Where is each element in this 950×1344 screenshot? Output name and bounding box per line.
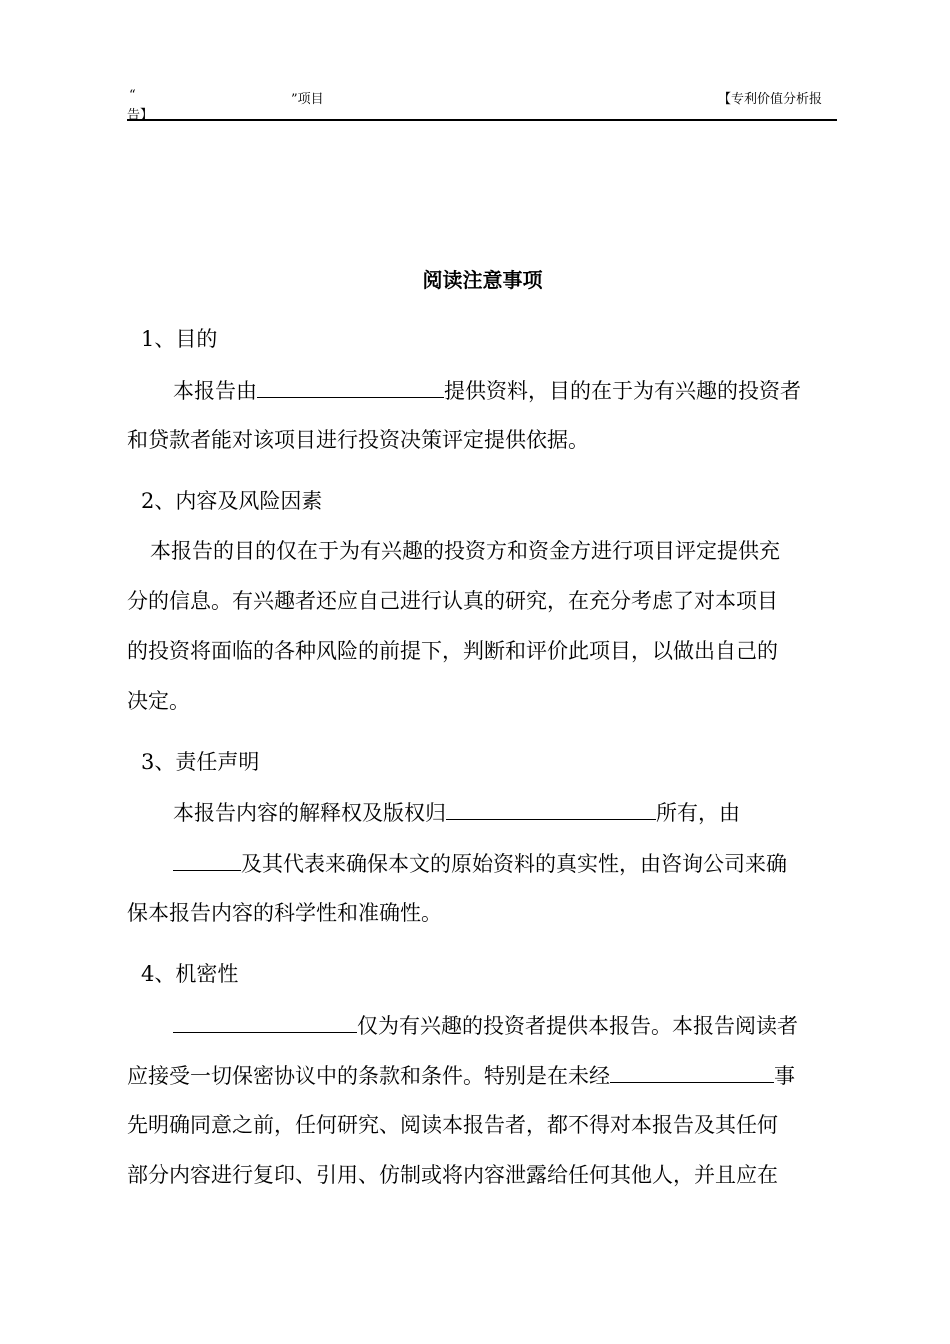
header-open-quote: “ xyxy=(129,88,136,103)
section-3-text-a: 本报告内容的解释权及版权归 xyxy=(173,801,446,825)
section-3-heading: 3、责任声明 xyxy=(141,750,260,774)
section-4-text-c: 事 xyxy=(774,1064,795,1088)
section-1-heading: 1、目的 xyxy=(141,327,218,351)
section-3-text-b: 所有，由 xyxy=(656,801,740,825)
section-2-line-1: 本报告的目的仅在于为有兴趣的投资方和资金方进行项目评定提供充 xyxy=(150,539,780,563)
section-2-line-3: 的投资将面临的各种风险的前提下，判断和评价此项目，以做出自己的 xyxy=(127,639,778,663)
section-4-line-1 xyxy=(173,1010,798,1041)
confidential-party-blank xyxy=(173,1010,357,1033)
section-4-line-2 xyxy=(127,1060,795,1091)
header-report-label: 【专利价值分析报 xyxy=(718,92,823,107)
header-report-label-wrap: 告】 xyxy=(127,108,154,123)
section-4-line-3: 先明确同意之前，任何研究、阅读本报告者，都不得对本报告及其任何 xyxy=(127,1113,778,1137)
section-2-line-4: 决定。 xyxy=(127,689,190,713)
section-1-line-1 xyxy=(173,375,801,406)
section-1-text-b: 提供资料，目的在于为有兴趣的投资者 xyxy=(444,379,801,403)
section-1-text-a: 本报告由 xyxy=(173,379,257,403)
section-3-line-1 xyxy=(173,797,740,828)
section-2-line-2: 分的信息。有兴趣者还应自己进行认真的研究，在充分考虑了对本项目 xyxy=(127,589,778,613)
header-rule xyxy=(127,119,837,121)
header-project-label: ”项目 xyxy=(291,92,324,107)
section-4-heading: 4、机密性 xyxy=(141,962,239,986)
representative-blank xyxy=(173,848,241,871)
section-4-line-4: 部分内容进行复印、引用、仿制或将内容泄露给任何其他人，并且应在 xyxy=(127,1163,778,1187)
copyright-owner-blank xyxy=(446,797,656,820)
section-4-text-b: 应接受一切保密协议中的条款和条件。特别是在未经 xyxy=(127,1064,610,1088)
section-3-text-c: 及其代表来确保本文的原始资料的真实性，由咨询公司来确 xyxy=(241,852,787,876)
section-3-line-2 xyxy=(173,848,787,879)
section-3-line-3: 保本报告内容的科学性和准确性。 xyxy=(127,901,442,925)
consent-party-blank xyxy=(610,1060,774,1083)
section-4-text-a: 仅为有兴趣的投资者提供本报告。本报告阅读者 xyxy=(357,1014,798,1038)
section-2-heading: 2、内容及风险因素 xyxy=(141,489,323,513)
provider-blank xyxy=(257,375,444,398)
section-1-line-2: 和贷款者能对该项目进行投资决策评定提供依据。 xyxy=(127,428,589,452)
page-title: 阅读注意事项 xyxy=(422,268,543,292)
